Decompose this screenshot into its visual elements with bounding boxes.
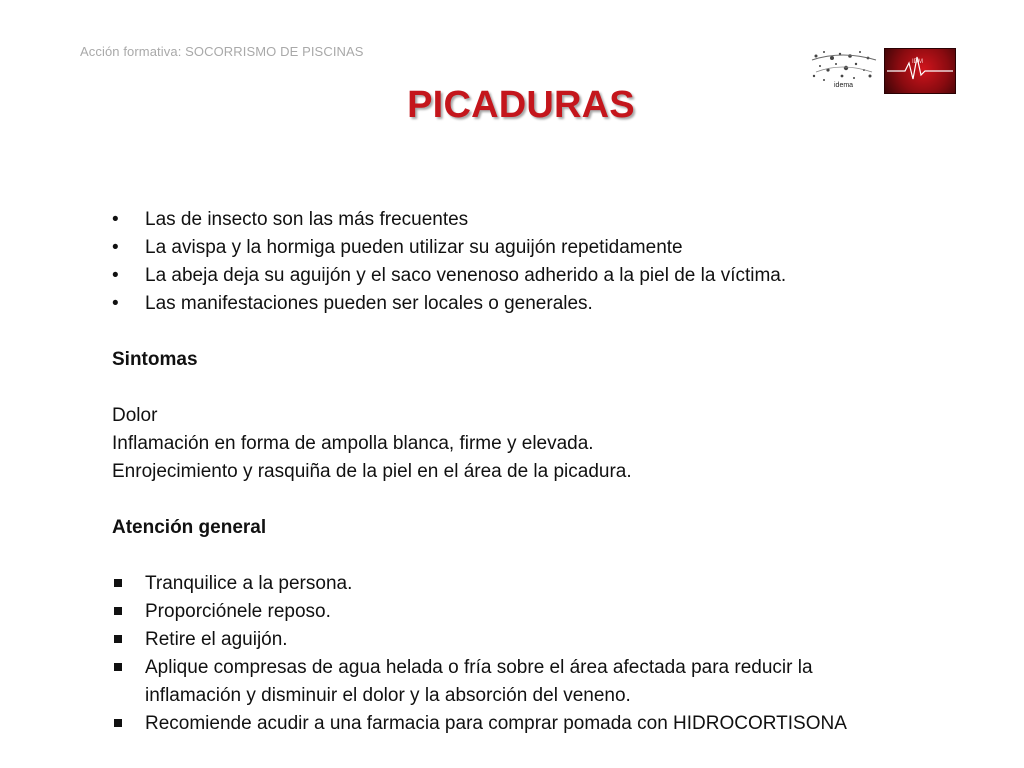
- intro-bullet: [112, 262, 912, 290]
- intro-bullet: [112, 290, 912, 318]
- spacer: [112, 374, 912, 402]
- spacer: [112, 318, 912, 346]
- bullet-dot-icon: •: [112, 237, 119, 258]
- square-bullet-icon: [114, 663, 122, 671]
- care-item: [112, 710, 912, 738]
- symptom-line: Inflamación en forma de ampolla blanca, firme y elevada.: [112, 433, 594, 454]
- care-item: [112, 598, 912, 626]
- intro-bullet: [112, 206, 912, 234]
- care-item-text: Aplique compresas de agua helada o fría sobre el área afectada para reducir la inflamación y disminuir el dolor y la absorción del veneno.: [145, 657, 813, 706]
- idema-logo-text: idema: [834, 82, 854, 89]
- bullet-dot-icon: •: [112, 293, 119, 314]
- bullet-dot-icon: •: [112, 265, 119, 286]
- symptoms-heading: Sintomas: [112, 349, 198, 370]
- course-header: Acción formativa: SOCORRISMO DE PISCINAS: [80, 44, 364, 59]
- symptom-line: Enrojecimiento y rasquiña de la piel en el área de la picadura.: [112, 461, 632, 482]
- care-item: [112, 654, 912, 710]
- square-bullet-icon: [114, 607, 122, 615]
- care-item: [112, 570, 912, 598]
- square-bullet-icon: [114, 579, 122, 587]
- care-item: [112, 626, 912, 654]
- intro-bullet-text: La abeja deja su aguijón y el saco venenoso adherido a la piel de la víctima.: [145, 265, 787, 286]
- square-bullet-icon: [114, 719, 122, 727]
- page-title: PICADURAS: [407, 84, 635, 126]
- slide-body: [112, 206, 912, 738]
- idm-logo-text: IDM: [912, 59, 923, 65]
- bullet-dot-icon: •: [112, 209, 119, 230]
- intro-bullet-text: Las manifestaciones pueden ser locales o generales.: [145, 293, 593, 314]
- care-heading: Atención general: [112, 517, 267, 538]
- care-item-text: Proporciónele reposo.: [145, 601, 331, 622]
- care-item-text: Recomiende acudir a una farmacia para comprar pomada con HIDROCORTISONA: [145, 713, 847, 734]
- intro-bullet-text: La avispa y la hormiga pueden utilizar su aguijón repetidamente: [145, 237, 683, 258]
- spacer: [112, 486, 912, 514]
- square-bullet-icon: [114, 635, 122, 643]
- intro-bullet: [112, 234, 912, 262]
- symptom-line: Dolor: [112, 405, 158, 426]
- spacer: [112, 542, 912, 570]
- care-item-text: Retire el aguijón.: [145, 629, 288, 650]
- care-item-text: Tranquilice a la persona.: [145, 573, 353, 594]
- intro-bullet-text: Las de insecto son las más frecuentes: [145, 209, 469, 230]
